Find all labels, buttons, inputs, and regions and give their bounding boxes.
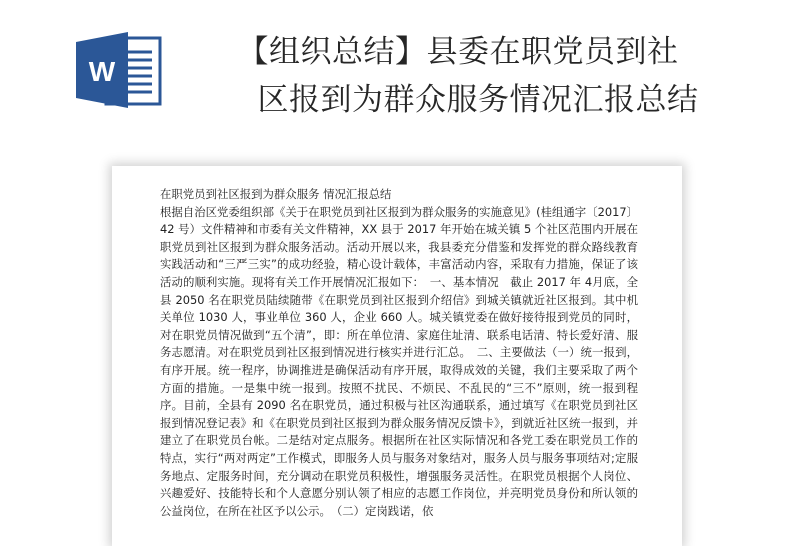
page-title-line-2: 区报到为群众服务情况汇报总结: [257, 82, 699, 118]
document-preview: [112, 166, 682, 546]
icon-letter: W: [88, 56, 116, 87]
header-banner: [0, 0, 800, 160]
page-title: [178, 28, 778, 124]
document-heading: 在职党员到社区报到为群众服务 情况汇报总结: [160, 187, 392, 201]
document-body: 根据自治区党委组织部《关于在职党员到社区报到为群众服务的实施意见》(桂组通字〔2017〕42 号）文件精神和市委有关文件精神，XX 县于 2017 年开始在城关镇 5 个社区范围内开展在职党员到社区报到为群众服务活动。活动开展以来，我县委充分借鉴和发挥党的群众路线教育实践活动和“三严三实”的成功经验，精心设计载体，丰富活动内容，采取有力措施，保证了该活动的顺利实施。现将有关工作开展情况汇报如下： 一、基本情况 截止 2017 年 4月底，全县 2050 名在职党员陆续随带《在职党员到社区报到介绍信》到城关镇就近社区报到。其中机关单位 1030 人，事业单位 360 人，企业 660 人。城关镇党委在做好接待报到党员的同时，对在职党员情况做到“五个清”，即：所在单位清、家庭住址清、联系电话清、特长爱好清、服务志愿清。对在职党员到社区报到情况进行核实并进行汇总。 二、主要做法（一）统一报到，有序开展。统一程序，协调推进是确保活动有序开展，取得成效的关键，我们主要采取了两个方面的措施。一是集中统一报到。按照不扰民、不烦民、不乱民的“三不”原则，统一报到程序。目前，全县有 2090 名在职党员，通过积极与社区沟通联系，通过填写《在职党员到社区报到情况登记表》和《在职党员到社区报到为群众服务情况反馈卡》，到就近社区统一报到，并建立了在职党员台帐。二是结对定点服务。根据所在社区实际情况和各党工委在职党员工作的特点，实行“两对两定”工作模式，即服务人员与服务对象结对，服务人员与服务事项结对;定服务地点、定服务时间，充分调动在职党员积极性，增强服务灵活性。在职党员根据个人岗位、兴趣爱好、技能特长和个人意愿分别认领了相应的志愿工作岗位，并亮明党员身份和所认领的公益岗位，在所在社区予以公示。 （二）定岗践诺，依: [160, 204, 638, 518]
page-title-line-1: 【组织总结】县委在职党员到社: [237, 34, 679, 70]
document-content: [160, 186, 638, 520]
